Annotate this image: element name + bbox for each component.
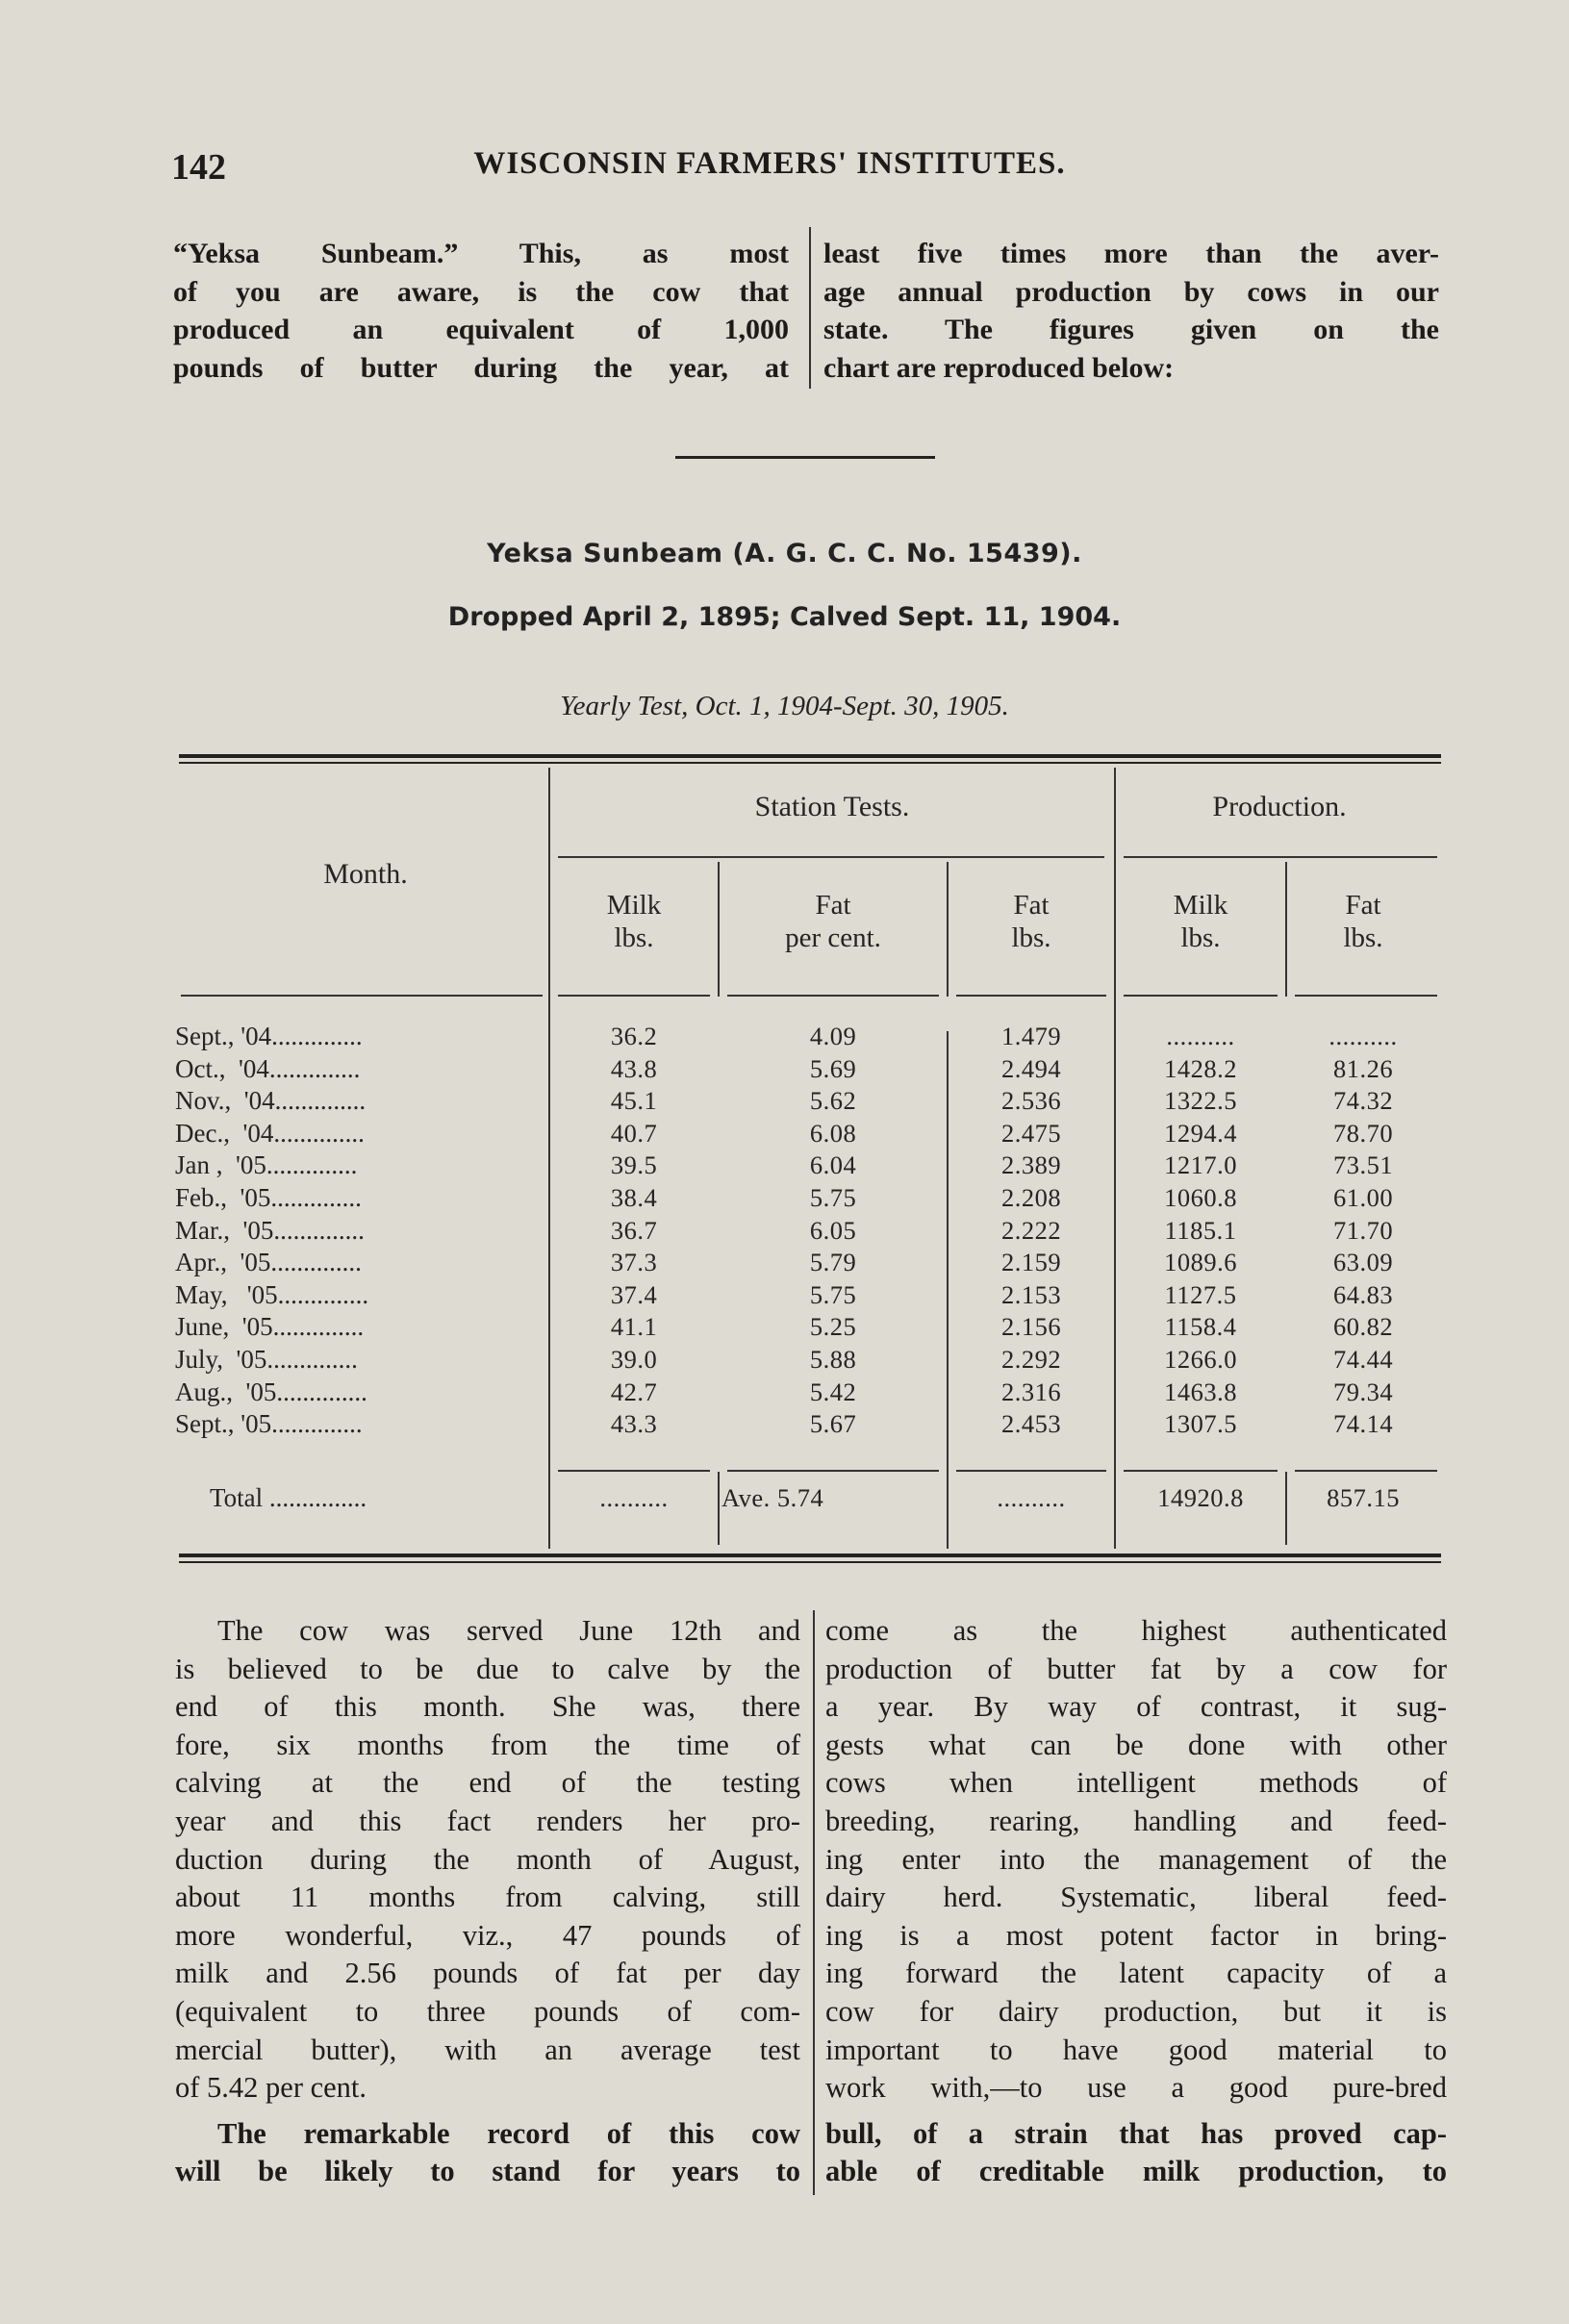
text-line: year and this fact renders her pro-: [175, 1804, 800, 1837]
text-line: gests what can be done with other: [825, 1728, 1447, 1761]
page-number: 142: [171, 147, 226, 188]
header-line: Milk: [1173, 890, 1228, 921]
header-line: lbs.: [1180, 922, 1221, 953]
total-fat-percent: Ave. 5.74: [721, 1483, 824, 1512]
group-underline: [1124, 856, 1437, 858]
table-row: [0, 1086, 1569, 1119]
cell-production-fat: 78.70: [1332, 1118, 1394, 1148]
total-rule: [1124, 1470, 1278, 1472]
header-line: Milk: [606, 890, 662, 921]
text-line: bull, of a strain that has proved cap-: [825, 2116, 1447, 2150]
text-line: duction during the month of August,: [175, 1842, 800, 1876]
cell-fat-lbs: 1.479: [1000, 1022, 1062, 1050]
text-line: breeding, rearing, handling and feed-: [825, 1804, 1447, 1837]
cell-fat-percent: 5.42: [809, 1377, 857, 1406]
record-dates: Dropped April 2, 1895; Calved Sept. 11, 1904.: [447, 602, 1122, 632]
text-line: state. The figures given on the: [823, 314, 1439, 345]
text-line: able of creditable milk production, to: [825, 2155, 1447, 2188]
cell-fat-lbs: 2.159: [1000, 1248, 1062, 1277]
header-underline: [1124, 995, 1278, 997]
cell-production-milk: 1127.5: [1164, 1279, 1237, 1309]
header-line: Fat: [1013, 890, 1050, 921]
text-line: ing is a most potent factor in bring-: [825, 1918, 1447, 1952]
cell-fat-lbs: 2.153: [1000, 1279, 1062, 1309]
cell-fat-percent: 6.04: [809, 1150, 857, 1180]
col-fat-lbs-header: [949, 889, 1114, 954]
cell-milk: 43.8: [610, 1053, 658, 1083]
cell-month: Dec., '04..............: [175, 1118, 365, 1148]
cell-production-fat: 73.51: [1332, 1150, 1394, 1180]
table-row: [0, 1280, 1569, 1313]
text-line: mercial butter), with an average test: [175, 2033, 800, 2066]
text-line: pounds of butter during the year, at: [173, 351, 789, 384]
text-line: “Yeksa Sunbeam.” This, as most: [173, 238, 789, 269]
text-line: important to have good material to: [825, 2033, 1447, 2066]
table-row: [0, 1377, 1569, 1410]
cell-production-fat: 61.00: [1332, 1183, 1394, 1212]
table-row: [0, 1150, 1569, 1183]
total-milk: ..........: [599, 1483, 669, 1512]
cell-production-fat: 79.34: [1332, 1377, 1394, 1406]
text-line: of you are aware, is the cow that: [173, 275, 789, 308]
month-column-header: Month.: [323, 858, 408, 890]
text-line: The cow was served June 12th and: [217, 1614, 800, 1647]
cell-fat-percent: 5.69: [809, 1053, 857, 1083]
cell-production-milk: 1463.8: [1164, 1377, 1237, 1406]
cell-production-fat: 63.09: [1332, 1248, 1394, 1277]
cell-milk: 41.1: [610, 1312, 658, 1342]
table-bottom-rule: [179, 1554, 1441, 1557]
column-divider: [813, 1610, 815, 2195]
cell-fat-percent: 5.25: [809, 1312, 857, 1342]
text-line: cows when intelligent methods of: [825, 1766, 1447, 1800]
cell-fat-lbs: 2.156: [1000, 1312, 1062, 1342]
cell-production-milk: 1307.5: [1164, 1409, 1237, 1439]
text-line: more wonderful, viz., 47 pounds of: [175, 1918, 800, 1952]
cell-production-milk: 1266.0: [1164, 1345, 1237, 1374]
cell-fat-percent: 5.75: [809, 1183, 857, 1212]
running-title: WISCONSIN FARMERS' INSTITUTES.: [473, 146, 1066, 181]
text-line: age annual production by cows in our: [823, 275, 1439, 308]
cell-month: Sept., '05..............: [175, 1409, 363, 1439]
test-period: Yearly Test, Oct. 1, 1904-Sept. 30, 1905.: [560, 691, 1009, 721]
cell-fat-percent: 5.75: [809, 1279, 857, 1309]
cell-fat-percent: 4.09: [809, 1022, 857, 1050]
header-underline: [558, 995, 710, 997]
cell-production-fat: 74.44: [1332, 1345, 1394, 1374]
cell-production-fat: 60.82: [1332, 1312, 1394, 1342]
cell-production-fat: 74.14: [1332, 1409, 1394, 1439]
cell-production-milk: 1089.6: [1164, 1248, 1237, 1277]
text-line: come as the highest authenticated: [825, 1614, 1447, 1647]
header-line: lbs.: [1011, 922, 1051, 953]
text-line: is believed to be due to calve by the: [175, 1652, 800, 1685]
cell-production-fat: 81.26: [1332, 1053, 1394, 1083]
cell-fat-percent: 6.05: [809, 1215, 857, 1245]
cell-month: May, '05..............: [175, 1279, 369, 1309]
text-line: work with,—to use a good pure-bred: [825, 2071, 1447, 2105]
header-underline: [727, 995, 939, 997]
cell-month: Oct., '04..............: [175, 1053, 361, 1083]
header-line: Fat: [1345, 890, 1381, 921]
text-line: chart are reproduced below:: [823, 351, 1175, 384]
text-line: cow for dairy production, but it is: [825, 1994, 1447, 2028]
group-station-tests: Station Tests.: [754, 791, 910, 822]
text-line: produced an equivalent of 1,000: [173, 314, 789, 345]
table-row: [0, 1022, 1569, 1054]
cell-production-milk: 1322.5: [1164, 1086, 1237, 1116]
text-line: (equivalent to three pounds of com-: [175, 1994, 800, 2028]
cell-fat-lbs: 2.536: [1000, 1086, 1062, 1116]
cell-milk: 43.3: [610, 1409, 658, 1439]
cell-month: Jan , '05..............: [175, 1150, 358, 1180]
total-label: Total ...............: [210, 1483, 367, 1512]
text-line: of 5.42 per cent.: [175, 2071, 367, 2105]
text-line: ing forward the latent capacity of a: [825, 1957, 1447, 1990]
text-line: about 11 months from calving, still: [175, 1881, 800, 1914]
table-row: [0, 1312, 1569, 1345]
cell-production-milk: 1428.2: [1164, 1053, 1237, 1083]
cell-milk: 39.5: [610, 1150, 658, 1180]
table-row: [0, 1119, 1569, 1151]
cell-production-milk: 1185.1: [1164, 1215, 1237, 1245]
group-underline: [558, 856, 1104, 858]
total-production-milk: 14920.8: [1157, 1483, 1244, 1512]
group-production: Production.: [1212, 791, 1347, 822]
table-row: [0, 1054, 1569, 1087]
record-title: Yeksa Sunbeam (A. G. C. C. No. 15439).: [487, 539, 1082, 568]
table-row: [0, 1183, 1569, 1216]
cell-production-milk: 1217.0: [1164, 1150, 1237, 1180]
cell-month: Sept., '04..............: [175, 1022, 363, 1050]
header-line: Fat: [815, 890, 851, 921]
text-line: milk and 2.56 pounds of fat per day: [175, 1957, 800, 1990]
cell-month: June, '05..............: [175, 1312, 365, 1342]
header-underline: [1295, 995, 1437, 997]
body-left-column: [175, 1612, 800, 2191]
table-row: [0, 1216, 1569, 1249]
col-milk-lbs-header: [550, 889, 718, 954]
cell-milk: 39.0: [610, 1345, 658, 1374]
text-line: end of this month. She was, there: [175, 1690, 800, 1724]
cell-milk: 36.7: [610, 1215, 658, 1245]
cell-fat-lbs: 2.316: [1000, 1377, 1062, 1406]
cell-month: Mar., '05..............: [175, 1215, 365, 1245]
header-line: per cent.: [785, 922, 881, 953]
cell-fat-lbs: 2.292: [1000, 1345, 1062, 1374]
cell-fat-percent: 5.88: [809, 1345, 857, 1374]
cell-production-fat: 71.70: [1332, 1215, 1394, 1245]
cell-production-milk: 1158.4: [1164, 1312, 1237, 1342]
total-rule: [558, 1470, 710, 1472]
table-row: [0, 1409, 1569, 1442]
cell-month: Nov., '04..............: [175, 1086, 367, 1116]
text-line: fore, six months from the time of: [175, 1728, 800, 1761]
text-line: production of butter fat by a cow for: [825, 1652, 1447, 1685]
cell-fat-lbs: 2.453: [1000, 1409, 1062, 1439]
total-row: [0, 1483, 1569, 1516]
cell-fat-lbs: 2.494: [1000, 1053, 1062, 1083]
cell-milk: 37.4: [610, 1279, 658, 1309]
col-production-milk-header: [1116, 889, 1285, 954]
text-line: ing enter into the management of the: [825, 1842, 1447, 1876]
cell-milk: 36.2: [610, 1022, 658, 1050]
header-underline: [956, 995, 1106, 997]
cell-milk: 42.7: [610, 1377, 658, 1406]
cell-month: Apr., '05..............: [175, 1248, 362, 1277]
cell-milk: 40.7: [610, 1118, 658, 1148]
text-line: The remarkable record of this cow: [217, 2116, 800, 2150]
cell-fat-lbs: 2.222: [1000, 1215, 1062, 1245]
header-underline: [181, 995, 543, 997]
cell-fat-lbs: 2.475: [1000, 1118, 1062, 1148]
table-row: [0, 1345, 1569, 1377]
cell-fat-lbs: 2.389: [1000, 1150, 1062, 1180]
cell-month: July, '05..............: [175, 1345, 358, 1374]
text-line: calving at the end of the testing: [175, 1766, 800, 1800]
cell-milk: 37.3: [610, 1248, 658, 1277]
cell-production-milk: ..........: [1166, 1022, 1235, 1050]
text-line: dairy herd. Systematic, liberal feed-: [825, 1881, 1447, 1914]
header-line: lbs.: [1343, 922, 1383, 953]
cell-fat-percent: 6.08: [809, 1118, 857, 1148]
total-fat-lbs: ..........: [997, 1483, 1066, 1512]
cell-production-fat: 64.83: [1332, 1279, 1394, 1309]
cell-production-milk: 1060.8: [1164, 1183, 1237, 1212]
cell-fat-lbs: 2.208: [1000, 1183, 1062, 1212]
table-bottom-rule-thin: [179, 1561, 1441, 1563]
cell-fat-percent: 5.79: [809, 1248, 857, 1277]
cell-production-fat: 74.32: [1332, 1086, 1394, 1116]
cell-production-milk: 1294.4: [1164, 1118, 1237, 1148]
total-rule: [1295, 1470, 1437, 1472]
text-line: least five times more than the aver-: [823, 238, 1439, 269]
total-rule: [727, 1470, 939, 1472]
cell-production-fat: ..........: [1329, 1022, 1398, 1050]
cell-milk: 45.1: [610, 1086, 658, 1116]
col-fat-percent-header: [720, 889, 947, 954]
text-line: will be likely to stand for years to: [175, 2155, 800, 2188]
cell-month: Aug., '05..............: [175, 1377, 367, 1406]
header-line: lbs.: [614, 922, 654, 953]
cell-fat-percent: 5.67: [809, 1409, 857, 1439]
total-production-fat: 857.15: [1327, 1483, 1400, 1512]
cell-month: Feb., '05..............: [175, 1183, 362, 1212]
cell-fat-percent: 5.62: [809, 1086, 857, 1116]
total-rule: [956, 1470, 1106, 1472]
table-row: [0, 1248, 1569, 1280]
body-right-column: [825, 1612, 1447, 2191]
col-production-fat-header: [1287, 889, 1439, 954]
cell-milk: 38.4: [610, 1183, 658, 1212]
text-line: a year. By way of contrast, it sug-: [825, 1690, 1447, 1724]
